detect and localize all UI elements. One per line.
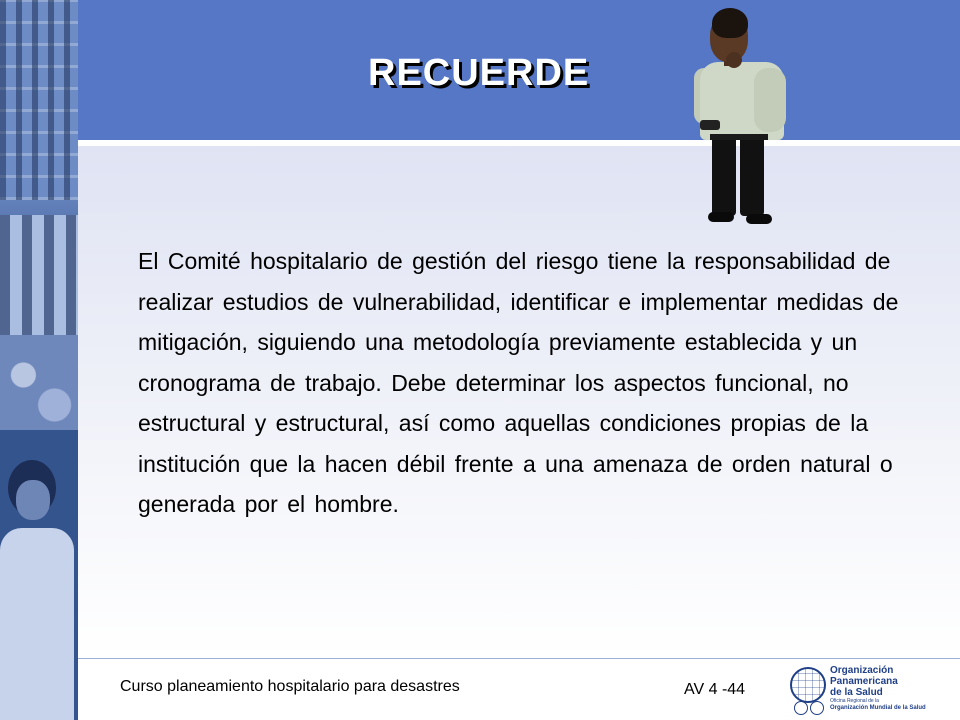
man-hand: [726, 52, 742, 68]
logo-line-1: Organización: [830, 665, 894, 676]
man-with-phone-illustration: [692, 4, 802, 234]
slide-number: AV 4 -44: [684, 681, 746, 698]
ops-logo: [790, 665, 950, 715]
man-shoe-left: [708, 212, 734, 222]
building-facade-photo: [0, 215, 78, 335]
nurse-face: [16, 480, 50, 520]
hospital-building-photo: [0, 0, 78, 200]
logo-line-5: Organización Mundial de la Salud: [830, 705, 926, 711]
nurse-uniform: [0, 528, 74, 720]
logo-line-3: de la Salud: [830, 687, 883, 698]
footer-divider: [78, 658, 960, 659]
footer-course-title: Curso planeamiento hospitalario para desastres: [120, 678, 460, 695]
small-globe-icon: [810, 701, 824, 715]
nurse-photo: [0, 430, 78, 720]
logo-line-2: Panamericana: [830, 676, 898, 687]
man-hair: [712, 8, 748, 38]
mobile-phone-icon: [700, 120, 720, 130]
man-leg-left: [712, 140, 736, 216]
left-photo-strip: [0, 0, 78, 720]
rubble-photo: [0, 335, 78, 435]
man-arm-right: [754, 68, 786, 132]
globe-icon: [790, 667, 826, 703]
slide-title: RECUERDE: [368, 52, 590, 94]
small-globe-icon: [794, 701, 808, 715]
logo-line-4: Oficina Regional de la: [830, 698, 879, 704]
man-leg-right: [740, 140, 764, 216]
body-paragraph: El Comité hospitalario de gestión del riesgo tiene la responsabilidad de realizar estudios de vulnerabilidad, identificar e implementar medidas de mitigación, siguiendo una metodología previamente establecida y un cronograma de trabajo. Debe determinar los aspectos funcional, no estructural y estructural, así como aquellas condiciones propias de la institución que la hacen débil frente a una amenaza de orden natural o generada por el hombre.: [138, 248, 899, 517]
man-shoe-right: [746, 214, 772, 224]
